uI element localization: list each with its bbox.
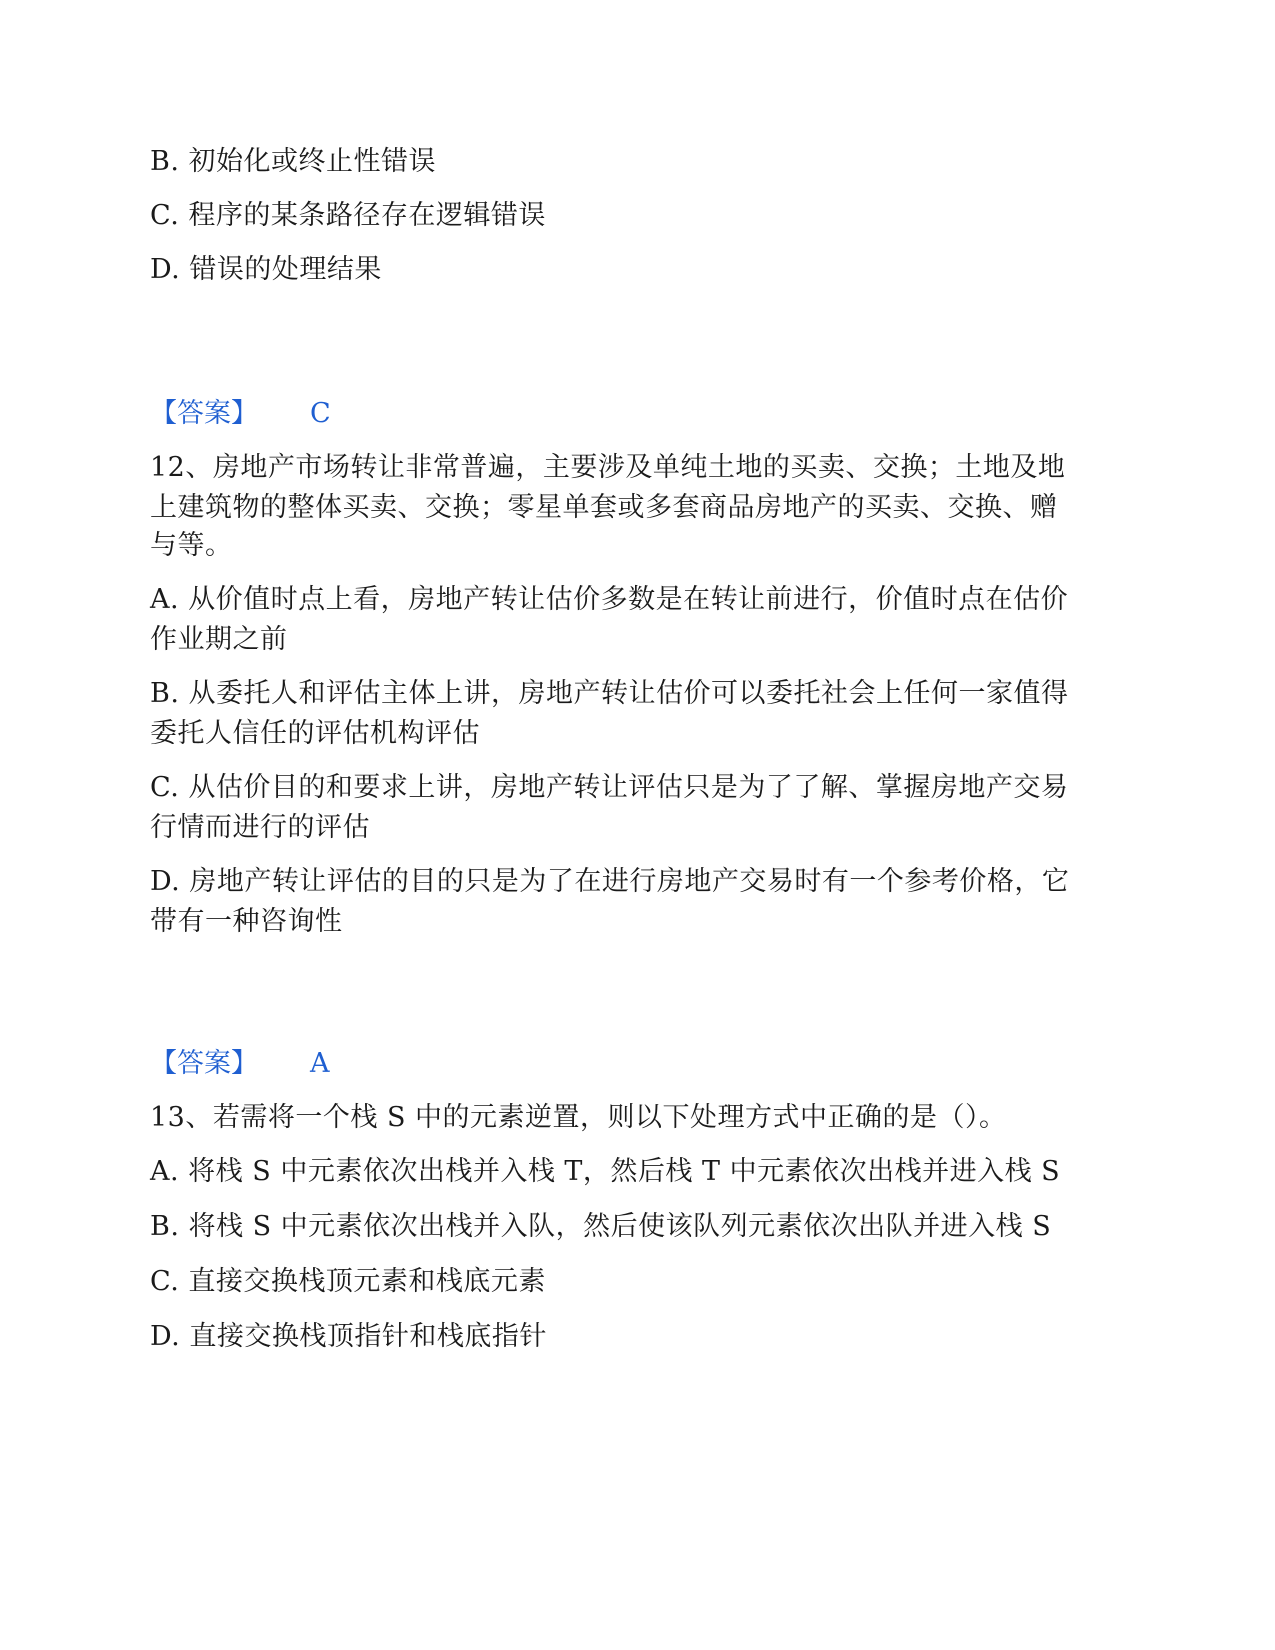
q11-option-c: C. 程序的某条路径存在逻辑错误 [150,200,546,231]
answer-12 [150,1044,330,1084]
q12-option-a-line-1: A. 从价值时点上看，房地产转让估价多数是在转让前进行，价值时点在估价 [150,584,1069,615]
answer-value: C [310,398,331,429]
q12-option-d-line-2: 带有一种咨询性 [150,906,343,937]
q13-option-d: D. 直接交换栈顶指针和栈底指针 [150,1321,547,1352]
q13-stem: 13、若需将一个栈 S 中的元素逆置，则以下处理方式中正确的是（）。 [150,1102,1007,1133]
q11-option-d: D. 错误的处理结果 [150,254,382,285]
q12-stem-line-3: 与等。 [150,530,233,561]
answer-11 [150,394,331,434]
q12-option-c-line-2: 行情而进行的评估 [150,812,370,843]
q12-option-c-line-1: C. 从估价目的和要求上讲，房地产转让评估只是为了了解、掌握房地产交易 [150,772,1069,803]
answer-label: 【答案】 [150,398,258,429]
q13-option-a: A. 将栈 S 中元素依次出栈并入栈 T，然后栈 T 中元素依次出栈并进入栈 S [150,1156,1061,1187]
answer-value: A [310,1048,330,1079]
q12-option-a-line-2: 作业期之前 [150,624,288,655]
q13-option-b: B. 将栈 S 中元素依次出栈并入队，然后使该队列元素依次出队并进入栈 S [150,1211,1052,1242]
q12-option-b-line-2: 委托人信任的评估机构评估 [150,718,480,749]
q12-option-d-line-1: D. 房地产转让评估的目的只是为了在进行房地产交易时有一个参考价格，它 [150,866,1070,897]
q11-option-b: B. 初始化或终止性错误 [150,146,437,177]
q12-option-b-line-1: B. 从委托人和评估主体上讲，房地产转让估价可以委托社会上任何一家值得 [150,678,1069,709]
q13-option-c: C. 直接交换栈顶元素和栈底元素 [150,1266,546,1297]
q12-stem-line-2: 上建筑物的整体买卖、交换；零星单套或多套商品房地产的买卖、交换、赠 [150,492,1058,523]
q12-stem-line-1: 12、房地产市场转让非常普遍，主要涉及单纯土地的买卖、交换；土地及地 [150,452,1066,483]
answer-label: 【答案】 [150,1048,258,1079]
